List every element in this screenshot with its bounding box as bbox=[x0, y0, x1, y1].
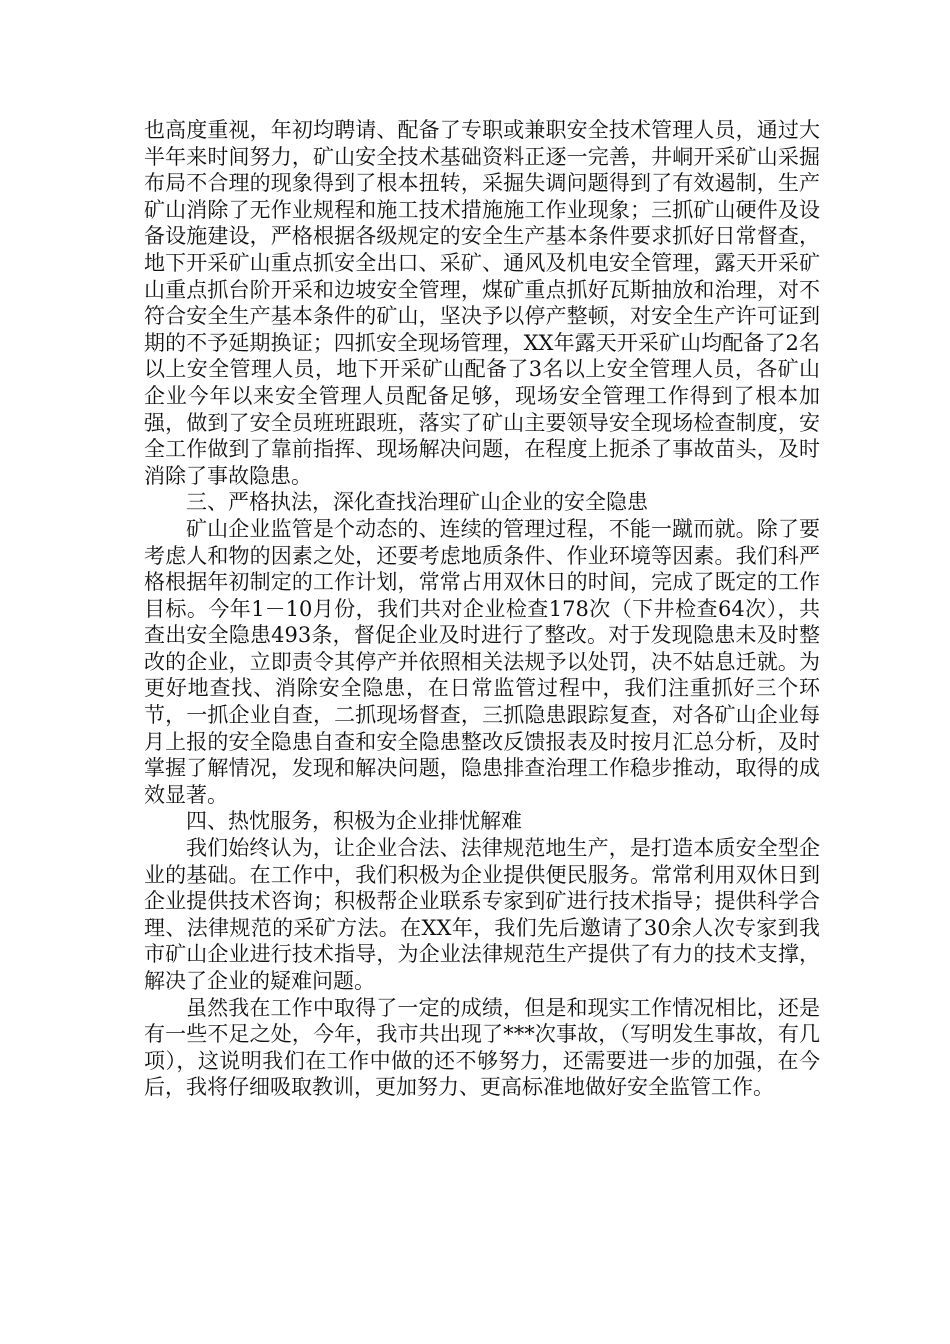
paragraph-inspection: 矿山企业监管是个动态的、连续的管理过程，不能一蹴而就。除了要考虑人和物的因素之处，还要考虑地质条件、作业环境等因素。我们科严格根据年初制定的工作计划，常常占用双休日的时间，完成了既定的工作目标。今年1－10月份，我们共对企业检查178次（下井检查64次），共查出安全隐患493条，督促企业及时进行了整改。对于发现隐患未及时整改的企业，立即责令其停产并依照相关法规予以处罚，决不姑息迁就。为更好地查找、消除安全隐患，在日常监管过程中，我们注重抓好三个环节，一抓企业自查，二抓现场督查，三抓隐患跟踪复查，对各矿山企业每月上报的安全隐患自查和安全隐患整改反馈报表及时按月汇总分析，及时掌握了解情况，发现和解决问题，隐患排查治理工作稳步推动，取得的成效显著。 bbox=[144, 516, 820, 807]
section-heading-4: 四、热忱服务，积极为企业排忧解难 bbox=[186, 809, 522, 834]
section-heading-3: 三、严格执法，深化查找治理矿山企业的安全隐患 bbox=[186, 490, 648, 515]
paragraph-continuation: 也高度重视，年初均聘请、配备了专职或兼职安全技术管理人员，通过大半年来时间努力，矿山安全技术基础资料正逐一完善，井峒开采矿山采掘布局不合理的现象得到了根本扭转，采掘失调问题得到了有效遏制，生产矿山消除了无作业规程和施工技术措施施工作业现象；三抓矿山硬件及设备设施建设，严格根据各级规定的安全生产基本条件要求抓好日常督查，地下开采矿山重点抓安全出口、采矿、通风及机电安全管理，露天开采矿山重点抓台阶开采和边坡安全管理，煤矿重点抓好瓦斯抽放和治理，对不符合安全生产基本条件的矿山，坚决予以停产整顿，对安全生产许可证到期的不予延期换证；四抓安全现场管理，XX年露天开采矿山均配备了2名以上安全管理人员，地下开采矿山配备了3名以上安全管理人员，各矿山企业今年以来安全管理人员配备足够，现场安全管理工作得到了根本加强，做到了安全员班班跟班，落实了矿山主要领导安全现场检查制度，安全工作做到了靠前指挥、现场解决问题，在程度上扼杀了事故苗头，及时消除了事故隐患。 bbox=[144, 118, 820, 488]
paragraph-conclusion: 虽然我在工作中取得了一定的成绩，但是和现实工作情况相比，还是有一些不足之处，今年，我市共出现了***次事故，（写明发生事故，有几项），这说明我们在工作中做的还不够努力，还需要进一步的加强，在今后，我将仔细吸取教训，更加努力、更高标准地做好安全监管工作。 bbox=[144, 995, 820, 1100]
document-body bbox=[144, 117, 820, 1101]
paragraph-service: 我们始终认为，让企业合法、法律规范地生产，是打造本质安全型企业的基础。在工作中，我们积极为企业提供便民服务。常常利用双休日到企业提供技术咨询；积极帮企业联系专家到矿进行技术指导；提供科学合理、法律规范的采矿方法。在XX年，我们先后邀请了30余人次专家到我市矿山企业进行技术指导，为企业法律规范生产提供了有力的技术支撑，解决了企业的疑难问题。 bbox=[144, 836, 820, 993]
